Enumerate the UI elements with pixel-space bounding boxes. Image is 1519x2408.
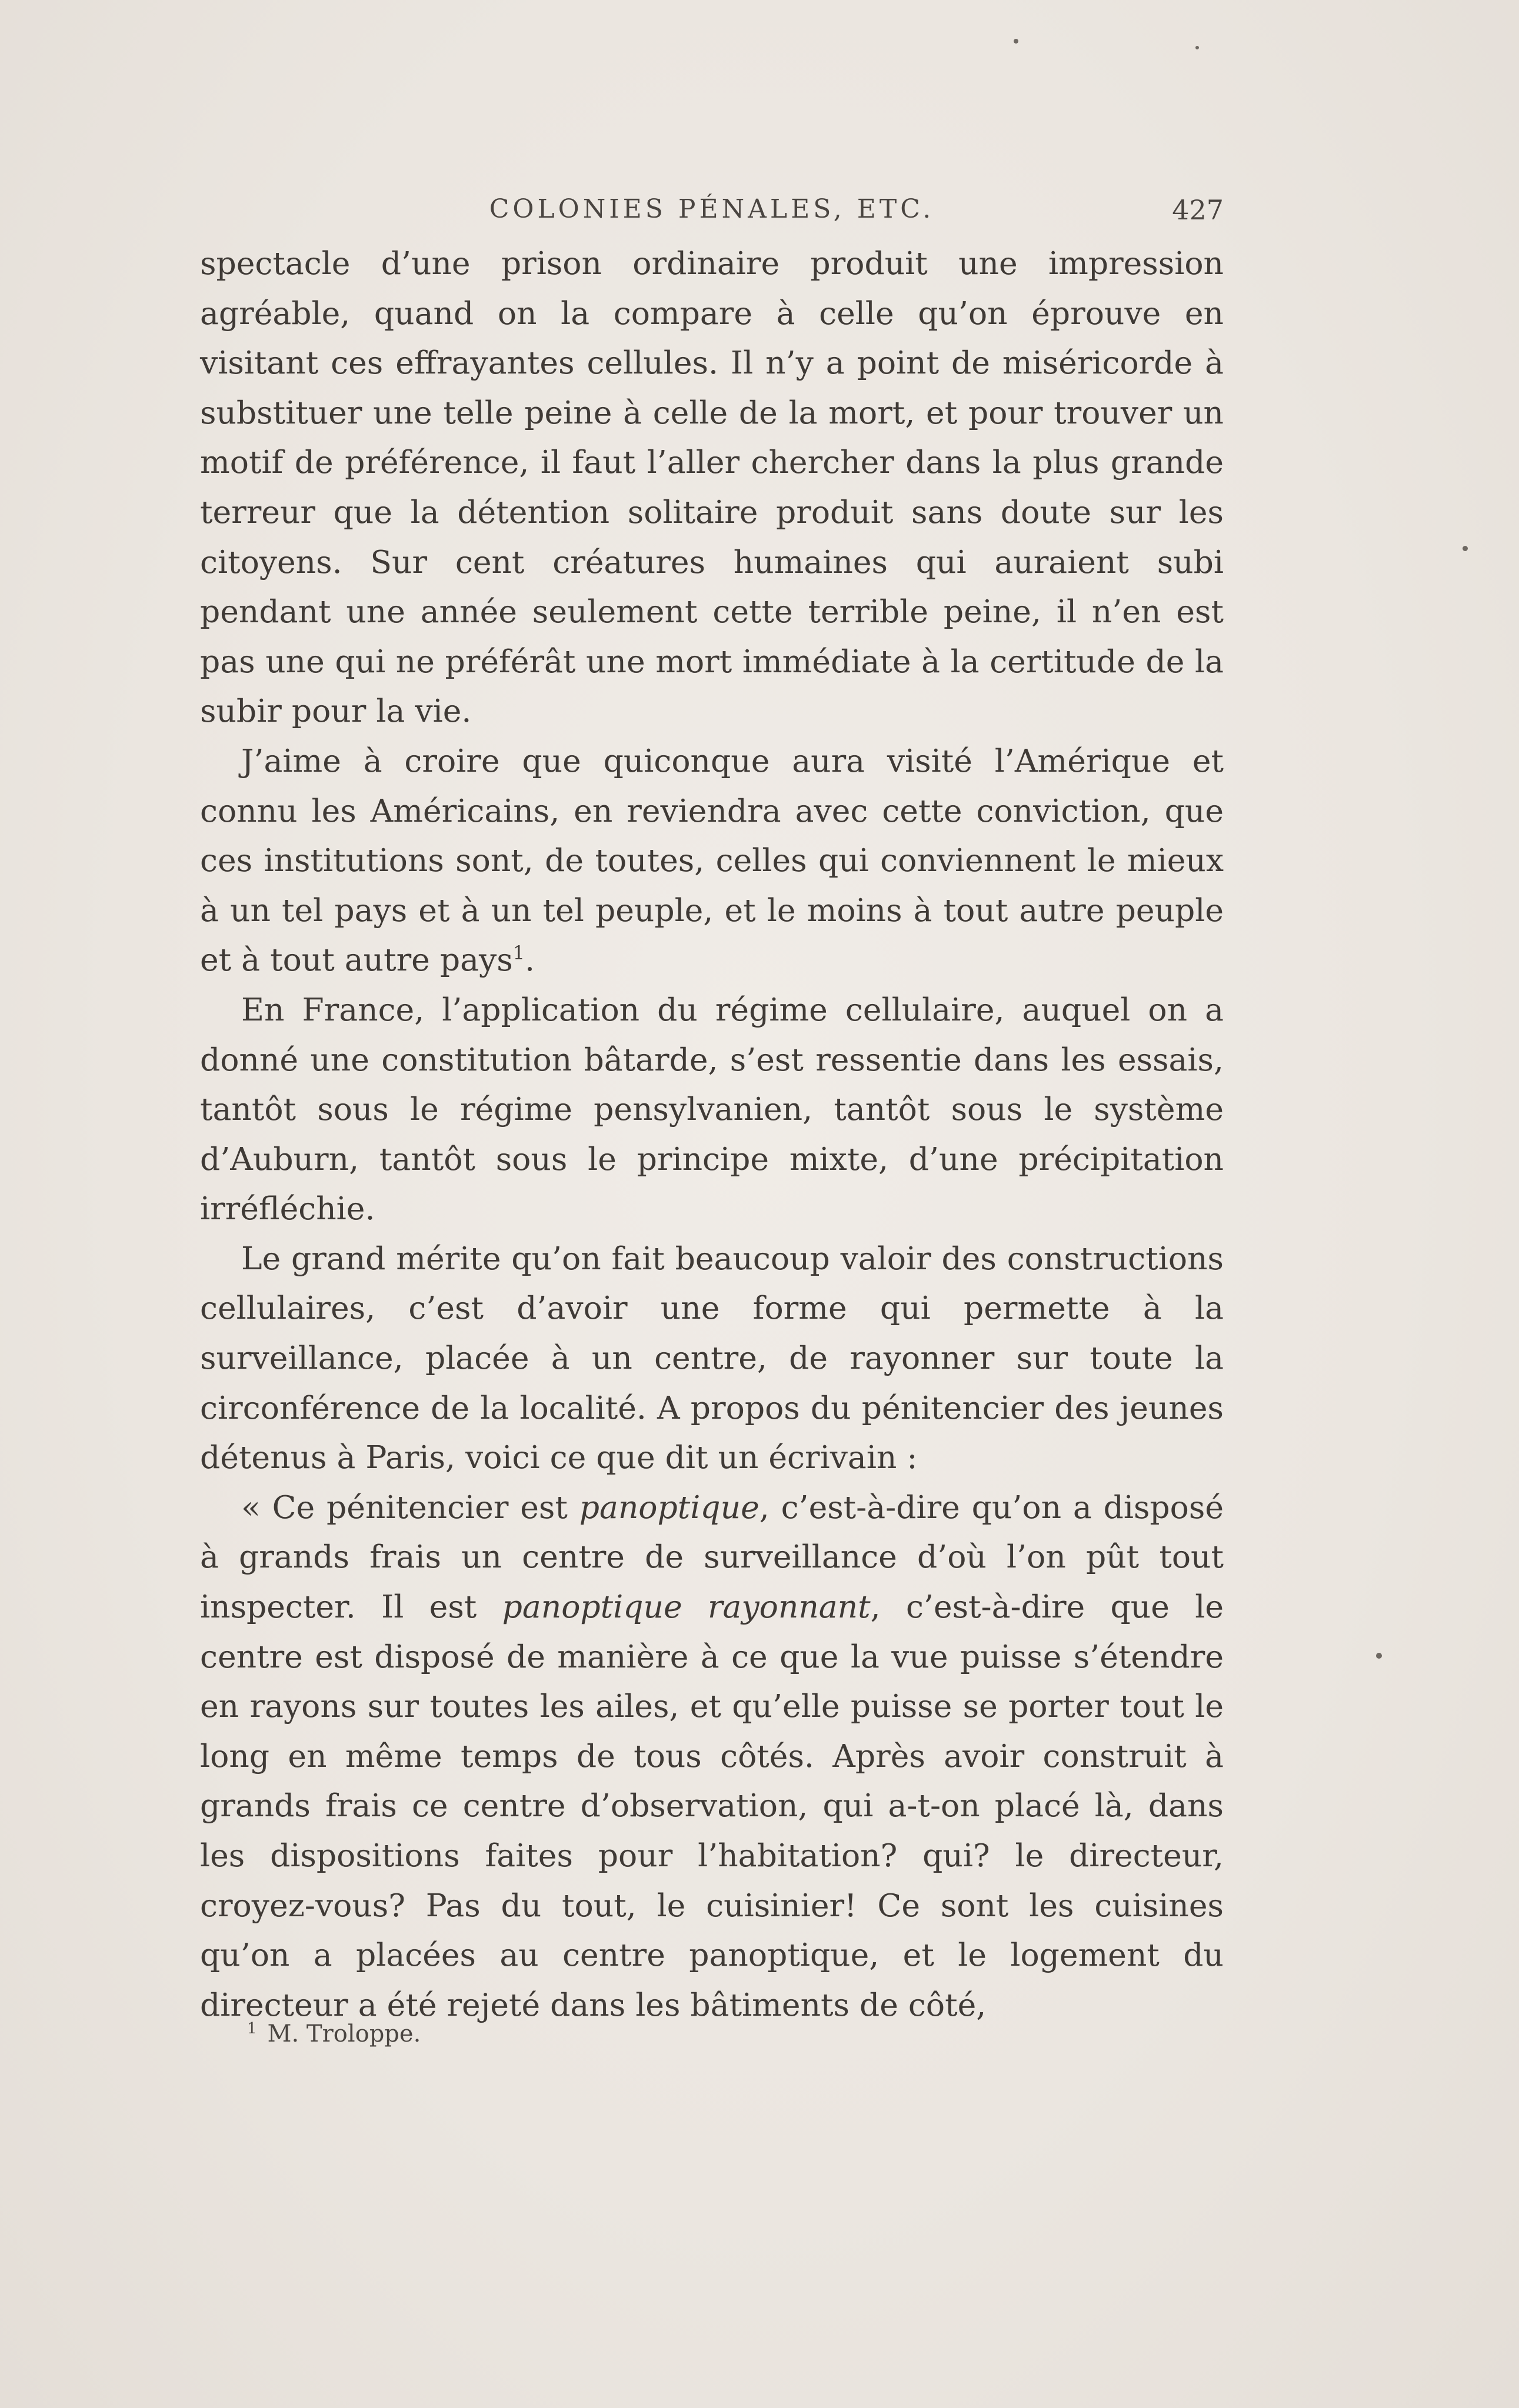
footnote-text: M. Troloppe.: [267, 2020, 421, 2047]
text-run: J’aime à croire que quiconque aura visité l’Amérique et connu les Américains, en reviendra avec cette conviction, que ces institutions sont, de toutes, celles qui conviennent le mieux à un tel pays et à un tel peuple, et le moins à tout autre peuple et à tout autre pays: [200, 742, 1224, 979]
text-run: « Ce pénitencier est: [241, 1488, 579, 1526]
footnote-reference: 1: [512, 942, 525, 965]
text-run: , c’est-à-dire qu’on a disposé à grands frais un centre de surveillance d’où l’on pût tout inspecter. Il est: [200, 1488, 1224, 1626]
paragraph: [200, 239, 1224, 736]
paper-speck: [1376, 1653, 1382, 1659]
text-run: En France, l’application du régime cellulaire, auquel on a donné une constitution bâtarde, s’est ressentie dans les essais, tantôt sous le régime pensylvanien, tantôt sous le système d’Auburn, tantôt sous le principe mixte, d’une précipitation irréfléchie.: [200, 990, 1224, 1228]
text-run: , c’est-à-dire que le centre est disposé de manière à ce que la vue puisse s’étendre en rayons sur toutes les ailes, et qu’elle puisse se porter tout le long en même temps de tous côtés. Après avoir construit à grands frais ce centre d’observation, qui a-t-on placé là, dans les dispositions faites pour l’habitation? qui? le directeur, croyez-vous? Pas du tout, le cuisinier! Ce sont les cuisines qu’on a placées au centre panoptique, et le logement du directeur a été rejeté dans les bâtiments de côté,: [200, 1588, 1224, 2023]
paper-speck: [1463, 546, 1468, 551]
text-run: Le grand mérite qu’on fait beaucoup valoir des constructions cellulaires, c’est d’avoir une forme qui permette à la surveillance, placée à un centre, de rayonner sur toute la circonférence de la localité. A propos du pénitencier des jeunes détenus à Paris, voici ce que dit un écrivain :: [200, 1239, 1224, 1476]
italic-text: panoptique: [579, 1488, 759, 1526]
text-run: .: [525, 941, 535, 979]
paragraph: [200, 985, 1224, 1234]
text-run: spectacle d’une prison ordinaire produit une impression agréable, quand on la compare à celle qu’on éprouve en visitant ces effrayantes cellules. Il n’y a point de miséricorde à substituer une telle peine à celle de la mort, et pour trouver un motif de préférence, il faut l’aller chercher dans la plus grande terreur que la détention solitaire produit sans doute sur les citoyens. Sur cent créatures humaines qui auraient subi pendant une année seulement cette terrible peine, il n’en est pas une qui ne préférât une mort immédiate à la certitude de la subir pour la vie.: [200, 245, 1224, 730]
footnote: [247, 2020, 953, 2047]
running-title: COLONIES PÉNALES, ETC.: [489, 194, 935, 224]
paragraph: [200, 1234, 1224, 1483]
paragraph: [200, 736, 1224, 985]
italic-text: panoptique rayonnant: [502, 1588, 871, 1626]
body-text: [200, 239, 1224, 2030]
paragraph: [200, 1483, 1224, 2030]
page-header: [200, 194, 1224, 229]
paper-speck: [1195, 46, 1199, 49]
page-number: 427: [1172, 194, 1224, 226]
paper-speck: [1014, 39, 1018, 44]
footnote-marker: 1: [247, 2019, 257, 2037]
